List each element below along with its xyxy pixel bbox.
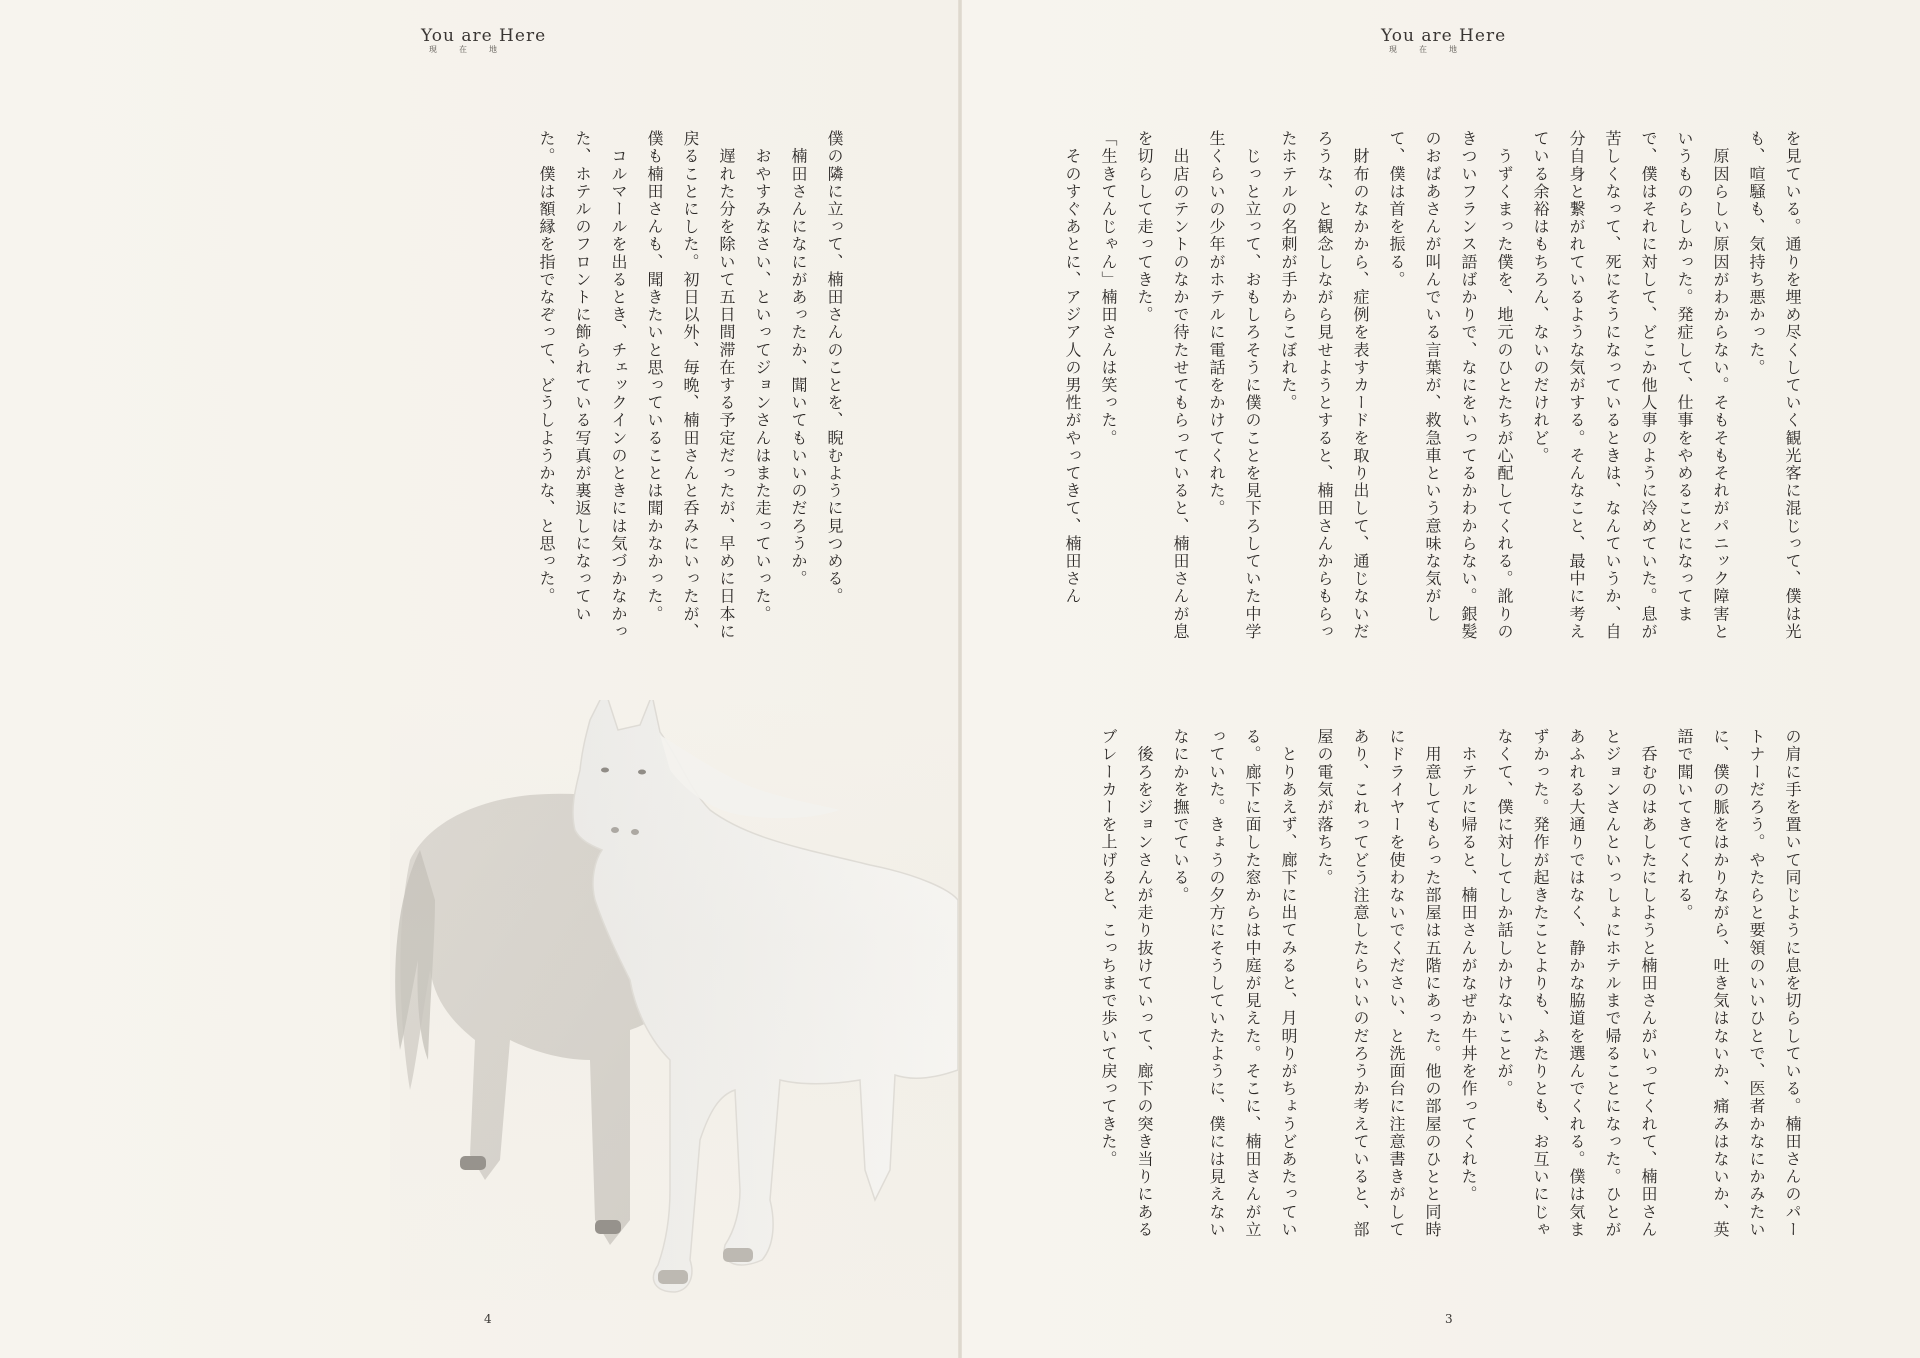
running-header-ruby: 現在地 xyxy=(1389,45,1479,54)
paragraph: 遅れた分を除いて五日間滞在する予定だったが、早めに日本に戻ることにした。初日以外、毎晩、楠田さんと呑みにいったが、僕も楠田さんも、聞きたいと思っていることは聞かなかった。 xyxy=(645,130,736,641)
left-page xyxy=(0,0,958,1358)
paragraph: ホテルに帰ると、楠田さんがなぜか牛丼を作ってくれた。 xyxy=(1459,728,1478,1204)
paragraph: うずくまった僕を、地元のひとたちが心配してくれる。訛りのきついフランス語ばかりで、なにをいってるかわからない。銀髪のおばあさんが叫んでいる言葉が、救急車という意味な気がして、僕は首を振る。 xyxy=(1387,130,1514,641)
paragraph: 楠田さんになにがあったか、聞いてもいいのだろうか。 xyxy=(789,130,808,588)
running-header-title: You are Here xyxy=(421,26,547,46)
running-header-left xyxy=(421,26,547,54)
horses-illustration xyxy=(390,700,958,1300)
page-number-right: 3 xyxy=(1445,1312,1453,1326)
right-page xyxy=(962,0,1920,1358)
paragraph: 「生きてんじゃん」楠田さんは笑った。 xyxy=(1099,130,1118,447)
right-body-text-upper xyxy=(1063,130,1810,650)
paragraph: とりあえず、廊下に出てみると、月明りがちょうどあたっている。廊下に面した窓からは中庭が見えた。そこに、楠田さんが立っていた。きょうの夕方にそうしていたように、僕には見えないなにかを撫でている。 xyxy=(1171,728,1298,1239)
running-header-ruby: 現在地 xyxy=(429,45,519,54)
paragraph: 後ろをジョンさんが走り抜けていって、廊下の突き当りにあるブレーカーを上げると、こっちまで歩いて戻ってきた。 xyxy=(1099,728,1154,1239)
paragraph: 財布のなかから、症例を表すカードを取り出して、通じないだろうな、と観念しながら見せようとすると、楠田さんからもらったホテルの名刺が手からこぼれた。 xyxy=(1279,130,1370,641)
running-header-title: You are Here xyxy=(1381,26,1507,46)
page-number-left: 4 xyxy=(484,1312,492,1326)
paragraph: を見ている。通りを埋め尽くしていく観光客に混じって、僕は光も、喧騒も、気持ち悪かった。 xyxy=(1747,130,1802,641)
paragraph: じっと立って、おもしろそうに僕のことを見下ろしていた中学生くらいの少年がホテルに電話をかけてくれた。 xyxy=(1207,130,1262,641)
paragraph: 原因らしい原因がわからない。そもそもそれがパニック障害というものらしかった。発症して、仕事をやめることになってまで、僕はそれに対して、どこか他人事のように冷めていた。息が苦しくなって、死にそうになっているときは、なんていうか、自分自身と繋がれているような気がする。そんなこと、最中に考えている余裕はもちろん、ないのだけれど。 xyxy=(1531,130,1730,641)
paragraph: 用意してもらった部屋は五階にあった。他の部屋のひとと同時にドライヤーを使わないでください、と洗面台に注意書きがしてあり、これってどう注意したらいいのだろうか考えていると、部屋の電気が落ちた。 xyxy=(1315,728,1442,1239)
paragraph: 呑むのはあしたにしようと楠田さんがいってくれて、楠田さんとジョンさんといっしょにホテルまで帰ることになった。ひとがあふれる大通りではなく、静かな脇道を選んでくれる。僕は気まずかった。発作が起きたことよりも、ふたりとも、お互いにじゃなくて、僕に対してしか話しかけないことが。 xyxy=(1495,728,1658,1239)
left-body-text xyxy=(332,130,852,650)
paragraph: コルマールを出るとき、チェックインのときには気づかなかった、ホテルのフロントに飾られている写真が裏返しになっていた。僕は額縁を指でなぞって、どうしようかな、と思った。 xyxy=(537,130,628,641)
paragraph: 僕の隣に立って、楠田さんのことを、睨むように見つめる。 xyxy=(825,130,844,606)
paragraph: おやすみなさい、といってジョンさんはまた走っていった。 xyxy=(753,130,772,623)
paragraph: そのすぐあとに、アジア人の男性がやってきて、楠田さん xyxy=(1063,130,1082,606)
running-header-right xyxy=(1381,26,1507,54)
paragraph: の肩に手を置いて同じように息を切らしている。楠田さんのパートナーだろう。やたらと要領のいいひとで、医者かなにかみたいに、僕の脈をはかりながら、吐き気はないか、痛みはないか、英語で聞いてきてくれる。 xyxy=(1675,728,1802,1239)
right-body-text-lower xyxy=(1090,728,1810,1248)
paragraph: 出店のテントのなかで待たせてもらっていると、楠田さんが息を切らして走ってきた。 xyxy=(1135,130,1190,641)
